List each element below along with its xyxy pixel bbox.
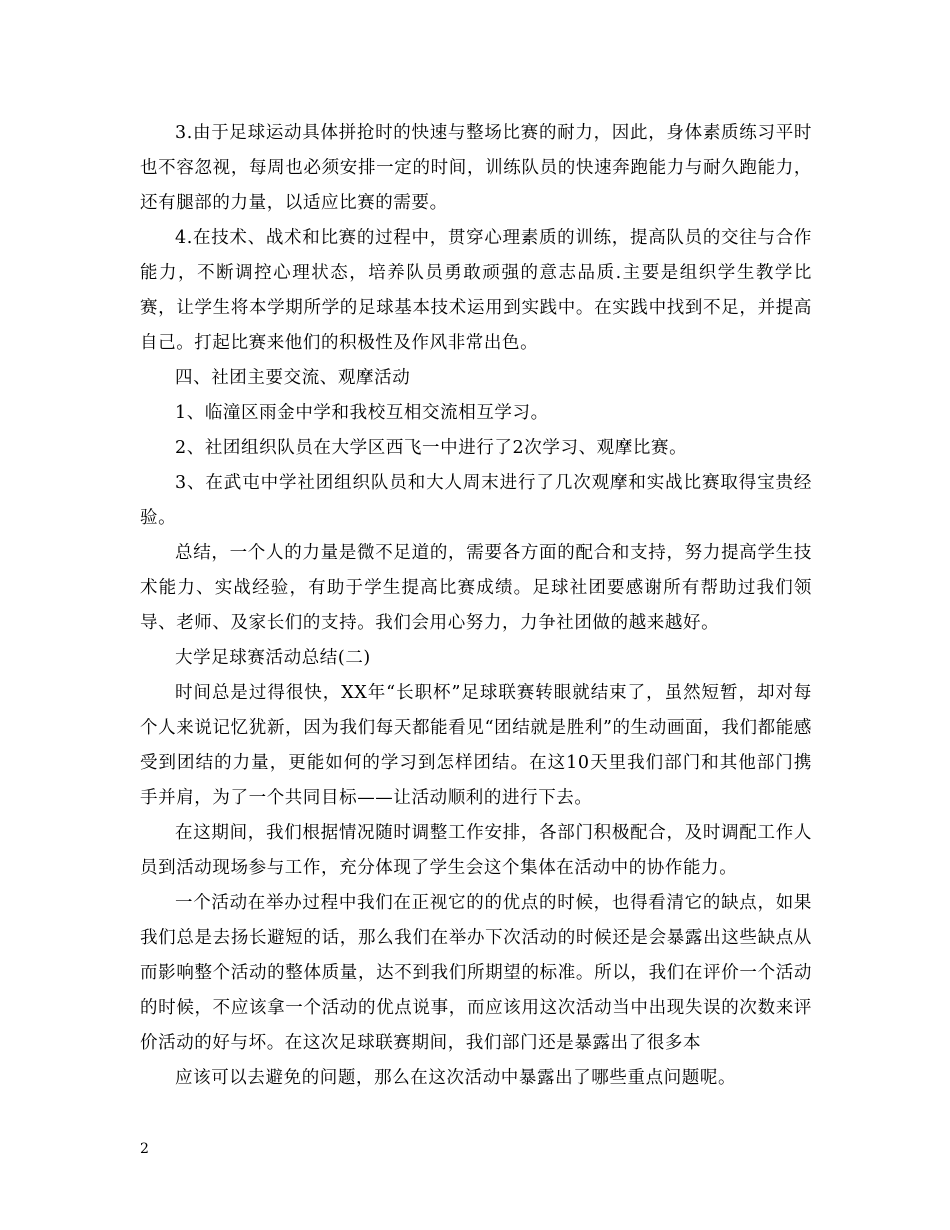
paragraph: 在这期间，我们根据情况随时调整工作安排，各部门积极配合，及时调配工作人员到活动现场参与工作，充分体现了学生会这个集体在活动中的协作能力。 [140, 823, 812, 878]
list-item: 1、临潼区雨金中学和我校互相交流相互学习。 [175, 403, 549, 423]
document-body [140, 116, 812, 1096]
paragraph: 一个活动在举办过程中我们在正视它的的优点的时候，也得看清它的缺点，如果我们总是去扬长避短的话，那么我们在举办下次活动的时候还是会暴露出这些缺点从而影响整个活动的整体质量，达不到我们所期望的标准。所以，我们在评价一个活动的时候，不应该拿一个活动的优点说事，而应该用这次活动当中出现失误的次数来评价活动的好与坏。在这次足球联赛期间，我们部门还是暴露出了很多本 [140, 893, 812, 1053]
paragraph: 总结，一个人的力量是微不足道的，需要各方面的配合和支持，努力提高学生技术能力、实战经验，有助于学生提高比赛成绩。足球社团要感谢所有帮助过我们领导、老师、及家长们的支持。我们会用心努力，力争社团做的越来越好。 [140, 543, 812, 633]
section-heading: 四、社团主要交流、观摩活动 [175, 368, 411, 388]
paragraph: 3.由于足球运动具体拼抢时的快速与整场比赛的耐力，因此，身体素质练习平时也不容忽视，每周也必须安排一定的时间，训练队员的快速奔跑能力与耐久跑能力，还有腿部的力量，以适应比赛的需要。 [140, 123, 812, 213]
page-number: 2 [140, 1141, 149, 1157]
paragraph: 应该可以去避免的问题，那么在这次活动中暴露出了哪些重点问题呢。 [175, 1068, 737, 1088]
section-heading: 大学足球赛活动总结(二) [175, 648, 371, 668]
list-item: 2、社团组织队员在大学区西飞一中进行了2次学习、观摩比赛。 [175, 438, 688, 458]
list-item: 3、在武屯中学社团组织队员和大人周末进行了几次观摩和实战比赛取得宝贵经验。 [140, 473, 812, 528]
paragraph: 4.在技术、战术和比赛的过程中，贯穿心理素质的训练，提高队员的交往与合作能力，不断调控心理状态，培养队员勇敢顽强的意志品质.主要是组织学生教学比赛，让学生将本学期所学的足球基本技术运用到实践中。在实践中找到不足，并提高自己。打起比赛来他们的积极性及作风非常出色。 [140, 228, 812, 353]
paragraph: 时间总是过得很快，XX年“长职杯”足球联赛转眼就结束了，虽然短暂，却对每个人来说记忆犹新，因为我们每天都能看见“团结就是胜利”的生动画面，我们都能感受到团结的力量，更能如何的学习到怎样团结。在这10天里我们部门和其他部门携手并肩，为了一个共同目标——让活动顺利的进行下去。 [140, 683, 812, 808]
